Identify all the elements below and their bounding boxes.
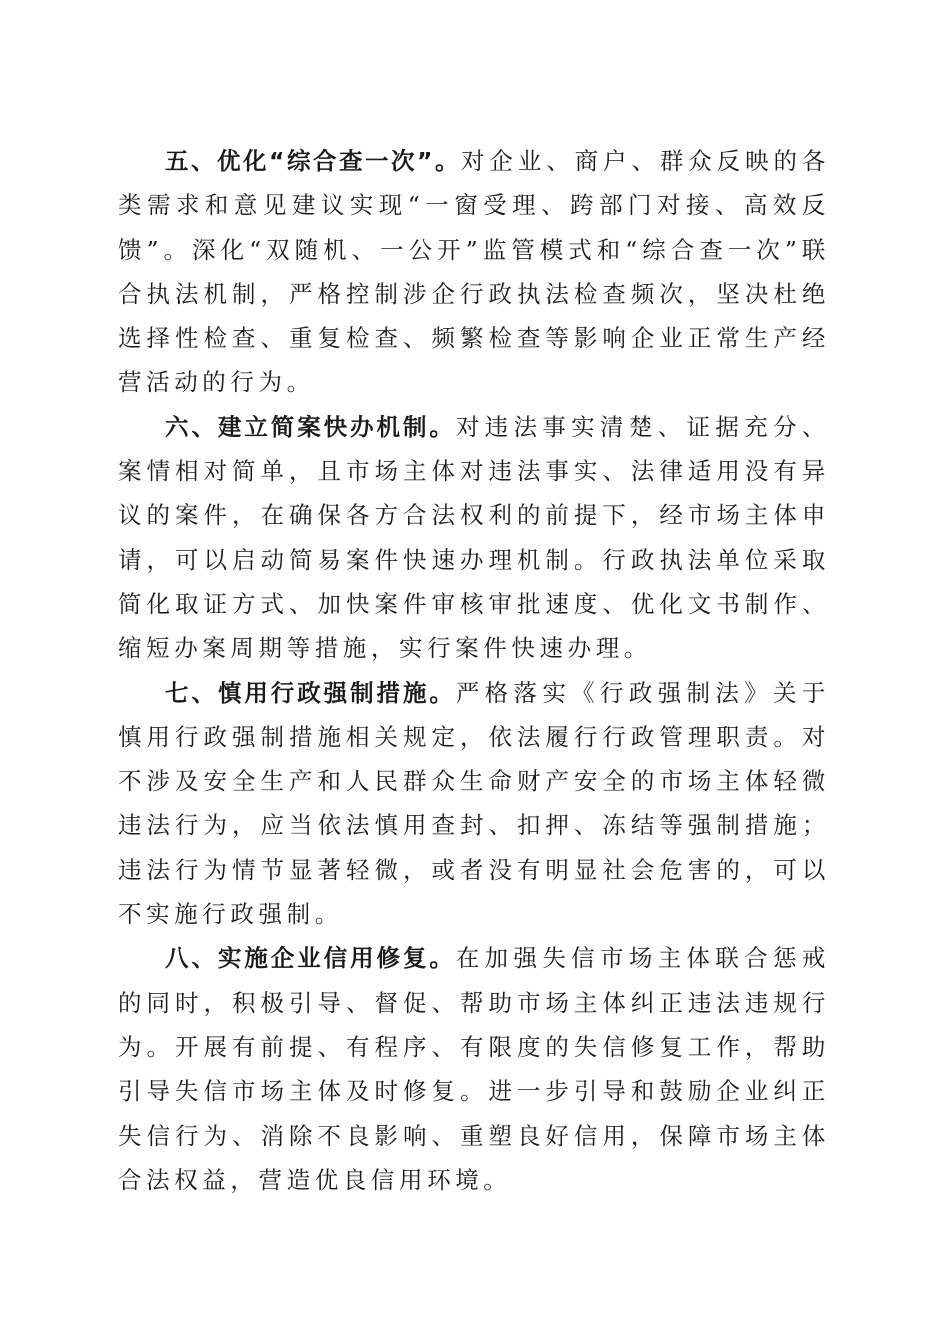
paragraph-7 — [118, 671, 830, 937]
paragraph-7-body: 严格落实《行政强制法》关于慎用行政强制措施相关规定，依法履行行政管理职责。对不涉及安全生产和人民群众生命财产安全的市场主体轻微违法行为，应当依法慎用查封、扣押、冻结等强制措施；违法行为情节显著轻微，或者没有明显社会危害的，可以不实施行政强制。 — [118, 678, 830, 929]
paragraph-5-heading: 五、优化“综合查一次”。 — [165, 147, 461, 175]
paragraph-6-body: 对违法事实清楚、证据充分、案情相对简单，且市场主体对违法事实、法律适用没有异议的案件，在确保各方合法权利的前提下，经市场主体申请，可以启动简易案件快速办理机制。行政执法单位采取简化取证方式、加快案件审核审批速度、优化文书制作、缩短办案周期等措施，实行案件快速办理。 — [118, 412, 830, 663]
paragraph-8-body: 在加强失信市场主体联合惩戒的同时，积极引导、督促、帮助市场主体纠正违法违规行为。开展有前提、有程序、有限度的失信修复工作，帮助引导失信市场主体及时修复。进一步引导和鼓励企业纠正失信行为、消除不良影响、重塑良好信用，保障市场主体合法权益，营造优良信用环境。 — [118, 944, 830, 1194]
paragraph-6-heading: 六、建立简案快办机制。 — [165, 412, 456, 441]
paragraph-8 — [118, 936, 830, 1202]
document-body — [118, 139, 830, 1202]
paragraph-8-heading: 八、实施企业信用修复。 — [165, 944, 456, 973]
paragraph-7-heading: 七、慎用行政强制措施。 — [165, 678, 456, 707]
paragraph-5 — [118, 139, 830, 405]
paragraph-6 — [118, 405, 830, 671]
paragraph-5-body: 对企业、商户、群众反映的各类需求和意见建议实现“一窗受理、跨部门对接、高效反馈”。深化“双随机、一公开”监管模式和“综合查一次”联合执法机制，严格控制涉企行政执法检查频次，坚决杜绝选择性检查、重复检查、频繁检查等影响企业正常生产经营活动的行为。 — [118, 147, 830, 397]
